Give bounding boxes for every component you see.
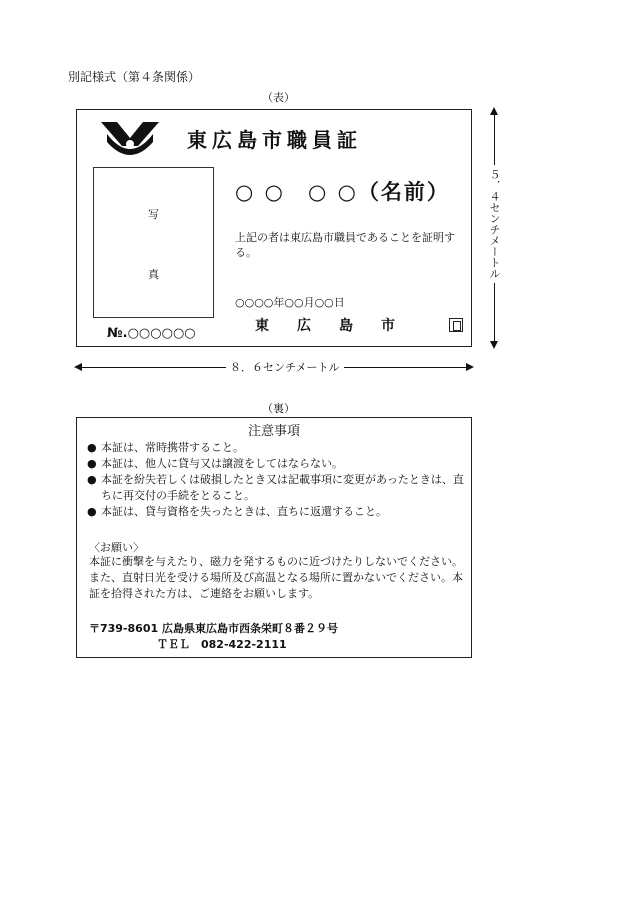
telephone: ＴＥＬ 082-422-2111: [157, 638, 287, 651]
card-title: 東広島市職員証: [187, 128, 362, 152]
width-dimension-line-right: [336, 367, 472, 368]
card-number: №.○○○○○○: [107, 326, 196, 341]
employee-name: ○ ○ ○ ○（名前）: [235, 180, 450, 204]
width-dimension-line-left: [76, 367, 226, 368]
height-dimension-line-top: [494, 109, 495, 165]
notice-rule: ● 本証は、他人に貸与又は譲渡をしてはならない。: [87, 456, 467, 472]
city-emblem-logo: [99, 120, 161, 162]
height-dimension-line-bottom: [494, 279, 495, 347]
arrow-down-icon: [490, 341, 498, 349]
issue-date: ○○○○年○○月○○日: [235, 296, 345, 309]
arrow-left-icon: [74, 363, 82, 371]
height-dimension-label: ５．４センチメートル: [486, 165, 502, 283]
notice-rule: ● 本証は、常時携帯すること。: [87, 440, 467, 456]
address: 〒739-8601 広島県東広島市西条栄町８番２９号: [89, 622, 338, 635]
photo-label-top: 写: [148, 208, 159, 221]
photo-area: [93, 167, 214, 318]
width-dimension-label: ８．６センチメートル: [226, 359, 344, 375]
request-body: 本証に衝撃を与えたり、磁力を発するものに近づけたりしないでください。また、直射日光を受ける場所及び高温となる場所に置かないでください。本証を拾得された方は、ご連絡をお願いします。: [89, 555, 463, 600]
seal-stamp-icon: [449, 318, 463, 332]
notice-rules-list: [87, 440, 467, 520]
certification-text: 上記の者は東広島市職員であることを証明する。: [235, 231, 455, 259]
notice-rule: ● 本証を紛失若しくは破損したとき又は記載事項に変更があったときは、直ちに再交付の手続をとること。: [87, 472, 467, 504]
front-side-label: （表）: [262, 91, 295, 104]
arrow-up-icon: [490, 107, 498, 115]
card-back: [76, 417, 472, 658]
request-heading: 〈お願い〉: [89, 541, 144, 554]
issuer-name: 東広島市: [255, 318, 423, 334]
photo-label-bottom: 真: [148, 268, 159, 281]
form-heading-note: 別記様式（第４条関係）: [68, 70, 201, 84]
height-dimension: [488, 109, 501, 347]
back-side-label: （裏）: [262, 402, 295, 415]
width-dimension: [76, 361, 472, 374]
notice-title: 注意事項: [247, 424, 300, 439]
arrow-right-icon: [466, 363, 474, 371]
notice-rule: ● 本証は、貸与資格を失ったときは、直ちに返還すること。: [87, 504, 467, 520]
card-front: [76, 109, 472, 347]
